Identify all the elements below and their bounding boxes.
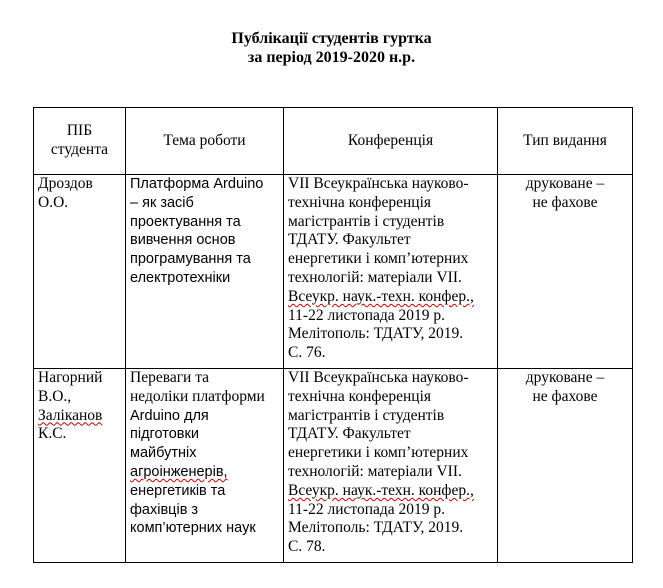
- topic-line: агроінженерів,: [130, 463, 228, 480]
- conference-line: технологій: матеріали VII.: [288, 462, 462, 480]
- document-title: [0, 29, 663, 67]
- conference-line: Мелітополь: ТДАТУ, 2019.: [288, 325, 464, 343]
- conference-line: ТДАТУ. Факультет: [288, 425, 411, 443]
- conference-line: VII Всеукраїнська науково-: [288, 369, 469, 386]
- topic-line: фахівців з: [130, 501, 199, 518]
- header-name-line-2: студента: [50, 141, 109, 158]
- conference-line: енергетики і комп’ютерних: [288, 444, 469, 462]
- topic-line: програмування та: [130, 251, 251, 268]
- conference-line: енергетики і комп’ютерних: [288, 250, 469, 268]
- conference-line: ТДАТУ. Факультет: [288, 231, 411, 249]
- title-line-1: Публікації студентів гуртка: [231, 30, 432, 47]
- conference-line: технічна конференція: [288, 193, 432, 211]
- cell-conference: [284, 175, 498, 369]
- header-name: [34, 108, 126, 175]
- conference-line: С. 76.: [288, 344, 326, 362]
- cell-publication-type: [498, 369, 633, 563]
- table-row: [34, 369, 633, 563]
- conference-line: Всеукр. наук.-техн. конфер.,: [288, 287, 474, 305]
- name-line: Заліканов: [38, 406, 103, 424]
- topic-line: Платформа Arduino: [130, 176, 264, 192]
- conference-line: С. 78.: [288, 538, 326, 556]
- topic-line: вивчення основ: [130, 232, 236, 249]
- cell-publication-type: [498, 175, 633, 369]
- topic-line: підготовки: [130, 426, 199, 443]
- name-line: В.О.,: [38, 387, 72, 405]
- table-row: [34, 175, 633, 369]
- topic-line: – як засіб: [130, 194, 194, 211]
- publications-table: [33, 107, 633, 563]
- type-line: друковане –: [525, 369, 605, 386]
- cell-student-name: [34, 369, 126, 563]
- topic-line: проектування та: [130, 213, 241, 230]
- table-header-row: [34, 108, 633, 175]
- type-line: друковане –: [525, 175, 605, 192]
- conference-line: технологій: матеріали VII.: [288, 268, 462, 286]
- name-line: О.О.: [38, 193, 69, 211]
- header-topic: Тема роботи: [126, 108, 284, 175]
- conference-line: Всеукр. наук.-техн. конфер.,: [288, 481, 474, 499]
- cell-topic: [126, 369, 284, 563]
- cell-topic: [126, 175, 284, 369]
- conference-line: VII Всеукраїнська науково-: [288, 175, 469, 192]
- topic-line: Переваги та: [130, 369, 210, 386]
- cell-student-name: [34, 175, 126, 369]
- header-type: Тип видання: [498, 108, 633, 175]
- conference-line: Мелітополь: ТДАТУ, 2019.: [288, 519, 464, 537]
- header-name-line-1: ПІБ: [66, 122, 93, 140]
- type-line: не фахове: [532, 193, 598, 211]
- cell-conference: [284, 369, 498, 563]
- name-line: К.С.: [38, 425, 67, 443]
- name-line: Дроздов: [38, 175, 93, 192]
- topic-line: електротехніки: [130, 269, 231, 286]
- header-conference: Конференція: [284, 108, 498, 175]
- conference-line: 11-22 листопада 2019 р.: [288, 500, 446, 518]
- type-line: не фахове: [532, 387, 598, 405]
- conference-line: магістрантів і студентів: [288, 212, 445, 230]
- topic-line: недоліки платформи: [130, 387, 265, 405]
- conference-line: технічна конференція: [288, 387, 432, 405]
- topic-line: комп’ютерних наук: [130, 520, 256, 537]
- conference-line: магістрантів і студентів: [288, 406, 445, 424]
- topic-line: енергетиків та: [130, 482, 226, 499]
- name-line: Нагорний: [38, 369, 103, 386]
- title-line-2: за період 2019-2020 н.р.: [247, 49, 416, 66]
- topic-line: Arduino для: [130, 407, 209, 424]
- conference-line: 11-22 листопада 2019 р.: [288, 306, 446, 324]
- topic-line: майбутніх: [130, 445, 197, 462]
